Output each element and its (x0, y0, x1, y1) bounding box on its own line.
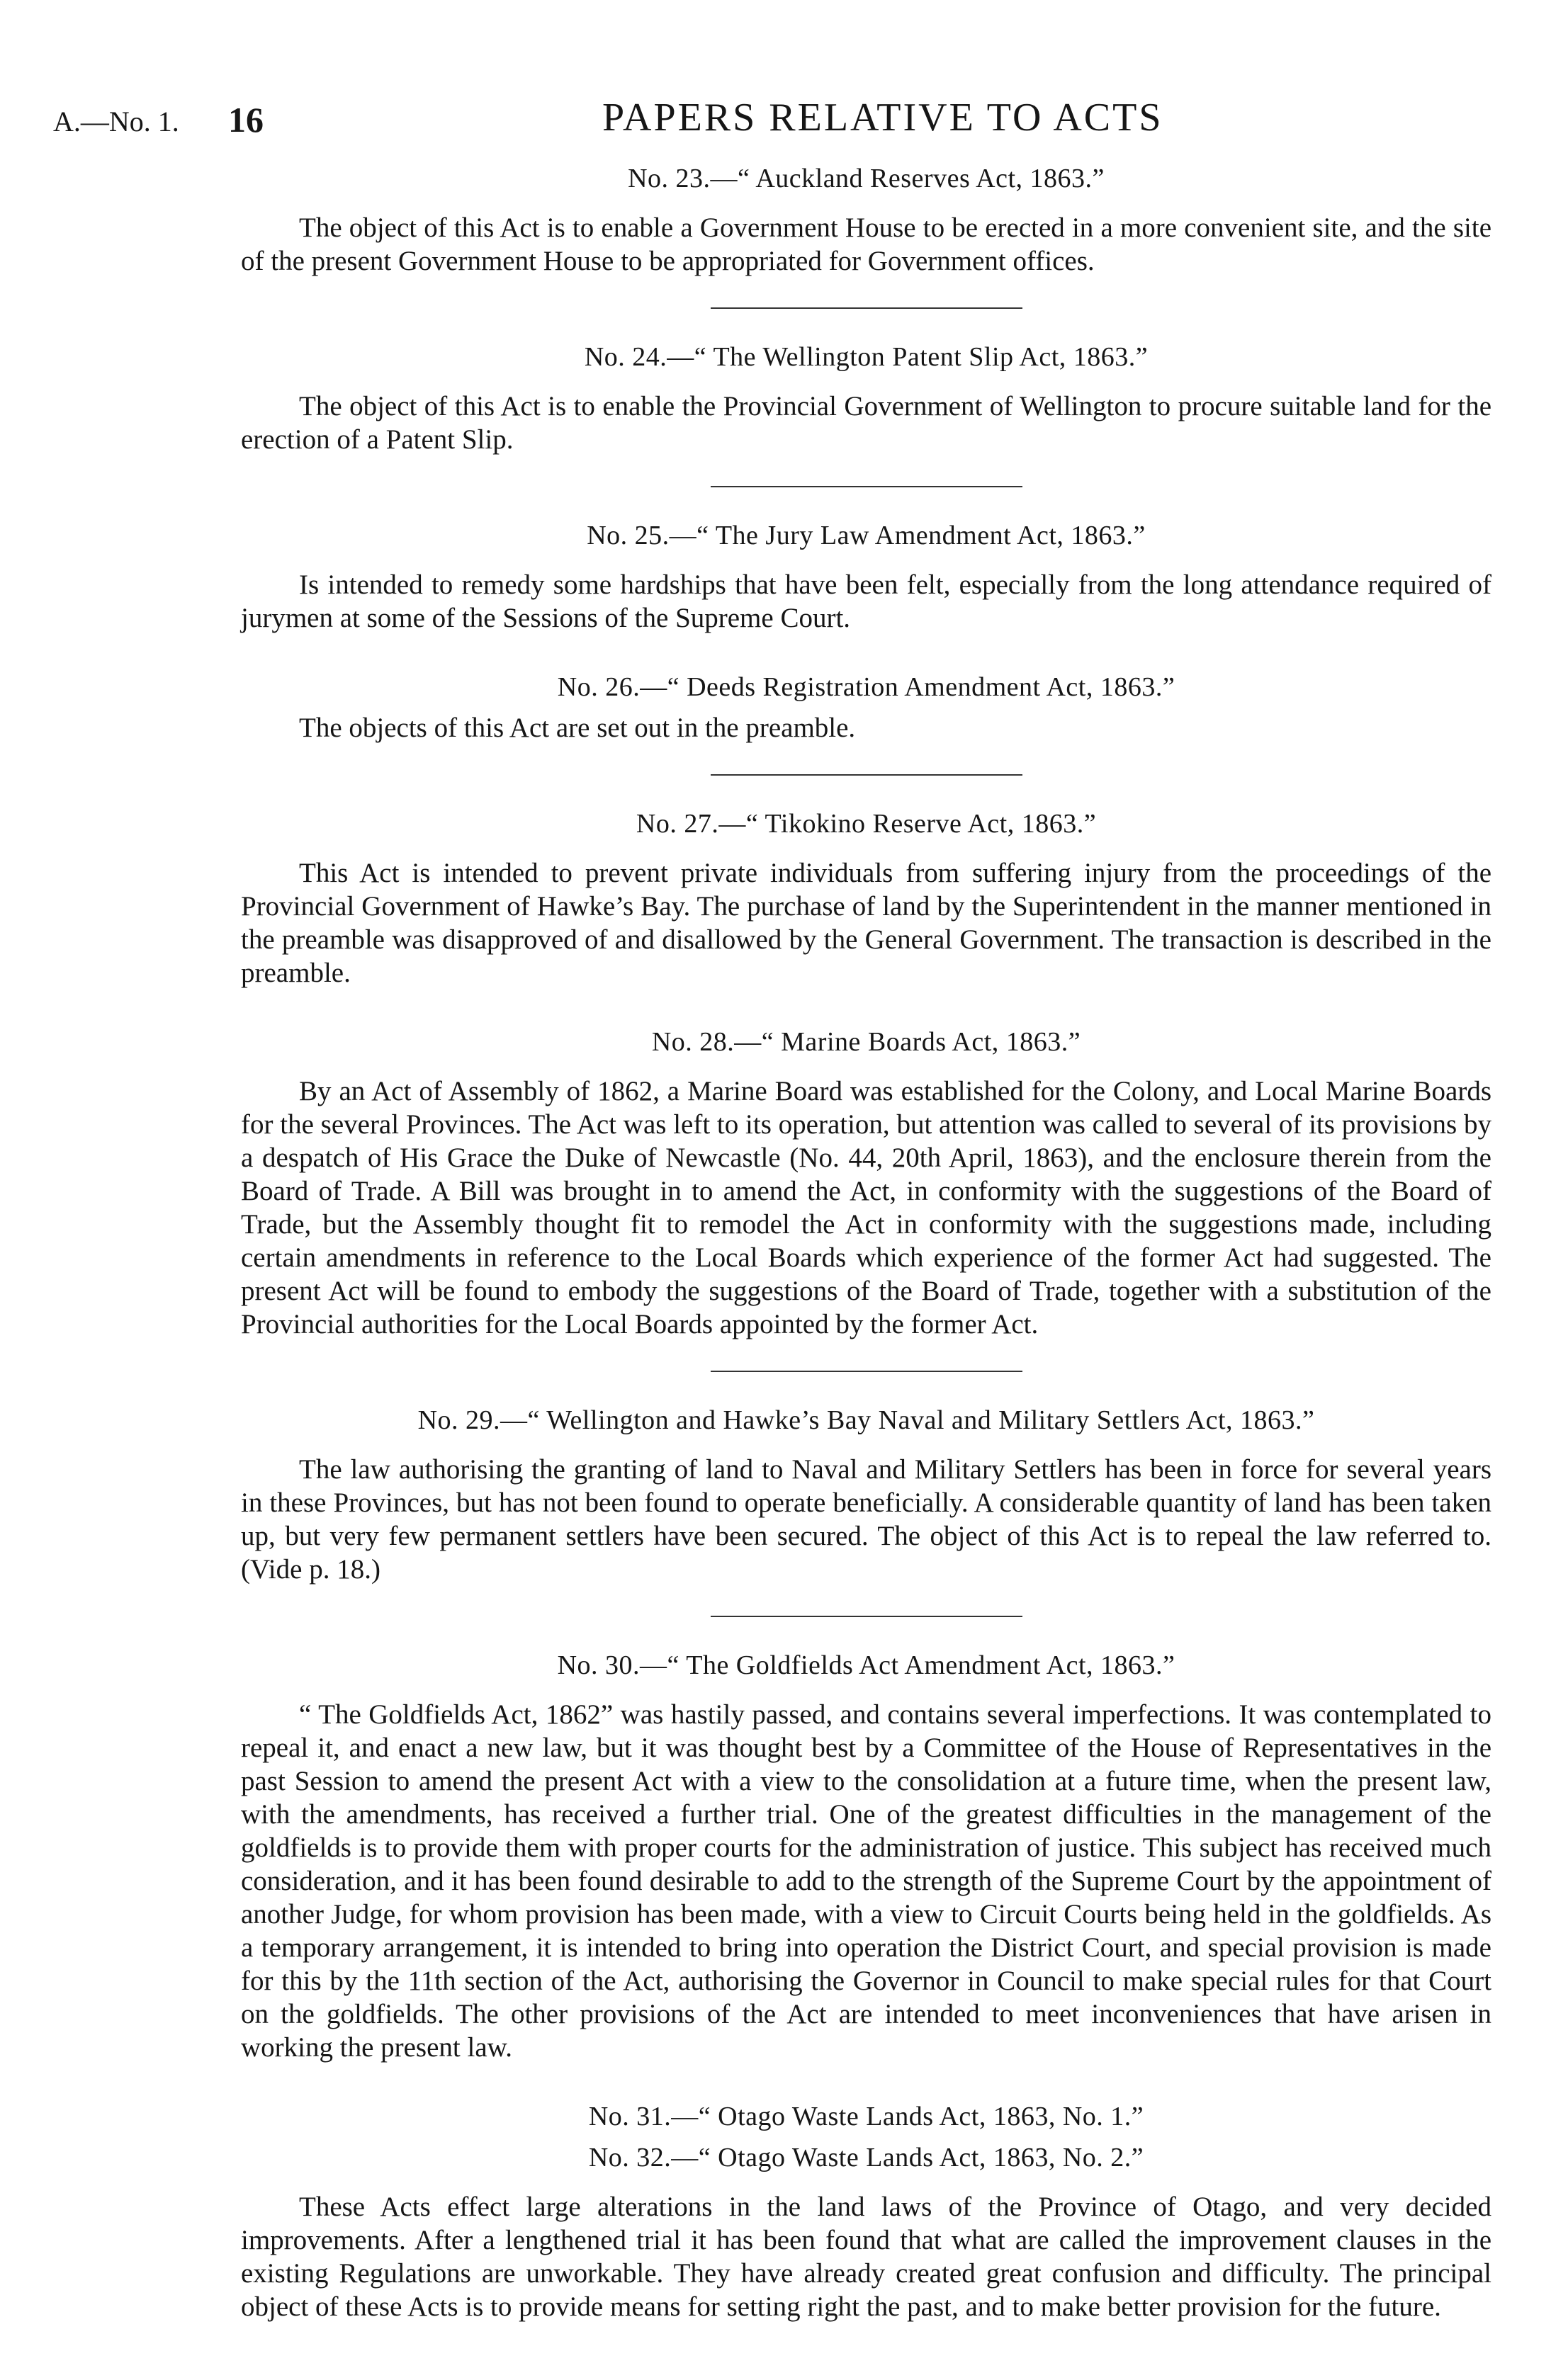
section-body: The law authorising the granting of land to Naval and Military Settlers has been in force for several years in these Provinces, but has not been found to operate beneficially. A considerable quantity of land has been taken up, but very few permanent settlers have been secured. The object of this Act is to repeal the law referred to. (Vide p. 18.) (241, 1454, 1491, 1585)
section-heading: No. 25.—“ The Jury Law Amendment Act, 1863.” (587, 521, 1146, 550)
section-spacer (241, 2064, 1491, 2100)
section-heading: No. 23.—“ Auckland Reserves Act, 1863.” (628, 164, 1105, 193)
page-header (0, 92, 1551, 149)
section-body: This Act is intended to prevent private individuals from suffering injury from the proceedings of the Provincial Government of Hawke’s Bay. The purchase of land by the Superintendent in the manner mentioned in the preamble was disapproved of and disallowed by the General Government. The transaction is described in the preamble. (241, 858, 1491, 988)
section-heading: No. 24.—“ The Wellington Patent Slip Act, 1863.” (584, 342, 1149, 372)
section-divider (711, 774, 1022, 776)
section-body: By an Act of Assembly of 1862, a Marine Board was established for the Colony, and Local Marine Boards for the several Provinces. The Act was left to its operation, but attention was called to several of its provisions by a despatch of His Grace the Duke of Newcastle (No. 44, 20th April, 1863), and the enclosure therein from the Board of Trade. A Bill was brought in to amend the Act, in conformity with the suggestions of the Board of Trade, but the Assembly thought fit to remodel the Act in conformity with the suggestions made, including certain amendments in reference to the Local Boards which experience of the former Act had suggested. The present Act will be found to embody the suggestions of the Board of Trade, together with a substitution of the Provincial authorities for the Local Boards appointed by the former Act. (241, 1076, 1491, 1339)
document-reference: A.—No. 1. (53, 106, 179, 137)
section-heading: No. 31.—“ Otago Waste Lands Act, 1863, No. 1.” (588, 2102, 1144, 2131)
section-body: The object of this Act is to enable the Provincial Government of Wellington to procure suitable land for the erection of a Patent Slip. (241, 391, 1491, 455)
section-divider (711, 307, 1022, 309)
section-body: “ The Goldfields Act, 1862” was hastily passed, and contains several imperfections. It was contemplated to repeal it, and enact a new law, but it was thought best by a Committee of the House of Representatives in the past Session to amend the present Act with a view to the consolidation at a future time, when the present law, with the amendments, has received a further trial. One of the greatest difficulties in the management of the goldfields is to provide them with proper courts for the administration of justice. This subject has received much consideration, and it has been found desirable to add to the strength of the Supreme Court by the appointment of another Judge, for whom provision has been made, with a view to Circuit Courts being held in the goldfields. As a temporary arrangement, it is intended to bring into operation the District Court, and special provision is made for this by the 11th section of the Act, authorising the Governor in Council to make special rules for that Court on the goldfields. The other provisions of the Act are intended to meet inconveniences that have arisen in working the present law. (241, 1699, 1491, 2063)
section-body: Is intended to remedy some hardships that have been felt, especially from the long attendance required of jurymen at some of the Sessions of the Supreme Court. (241, 570, 1491, 633)
section-spacer (241, 990, 1491, 1025)
section-body: These Acts effect large alterations in the land laws of the Province of Otago, and very decided improvements. After a lengthened trial it has been found that what are called the improvement clauses in the existing Regulations are unworkable. They have already created great confusion and difficulty. The principal object of these Acts is to provide means for setting right the past, and to make better provision for the future. (241, 2192, 1491, 2322)
section-spacer (241, 635, 1491, 670)
page-number: 16 (228, 100, 264, 140)
section-heading-secondary: No. 32.—“ Otago Waste Lands Act, 1863, No. 2.” (588, 2143, 1144, 2172)
section-divider (711, 486, 1022, 487)
section-act-26 (241, 670, 1491, 744)
section-act-27 (241, 807, 1491, 990)
section-act-25 (241, 518, 1491, 635)
section-heading: No. 30.—“ The Goldfields Act Amendment Act, 1863.” (557, 1650, 1175, 1680)
section-act-24 (241, 340, 1491, 456)
section-body: The object of this Act is to enable a Government House to be erected in a more convenient site, and the site of the present Government House to be appropriated for Government offices. (241, 212, 1491, 276)
section-act-30 (241, 1648, 1491, 2064)
page-content (241, 162, 1491, 2323)
section-act-29 (241, 1403, 1491, 1586)
section-heading: No. 27.—“ Tikokino Reserve Act, 1863.” (636, 809, 1097, 839)
section-act-23 (241, 162, 1491, 278)
section-heading: No. 26.—“ Deeds Registration Amendment Act, 1863.” (557, 672, 1175, 702)
section-divider (711, 1616, 1022, 1617)
section-acts-31-32 (241, 2100, 1491, 2323)
section-heading: No. 28.—“ Marine Boards Act, 1863.” (651, 1027, 1081, 1057)
section-heading: No. 29.—“ Wellington and Hawke’s Bay Naval and Military Settlers Act, 1863.” (417, 1405, 1315, 1435)
running-title: PAPERS RELATIVE TO ACTS (602, 96, 1163, 140)
section-divider (711, 1371, 1022, 1372)
section-body: The objects of this Act are set out in the preamble. (299, 713, 856, 743)
section-act-28 (241, 1025, 1491, 1341)
